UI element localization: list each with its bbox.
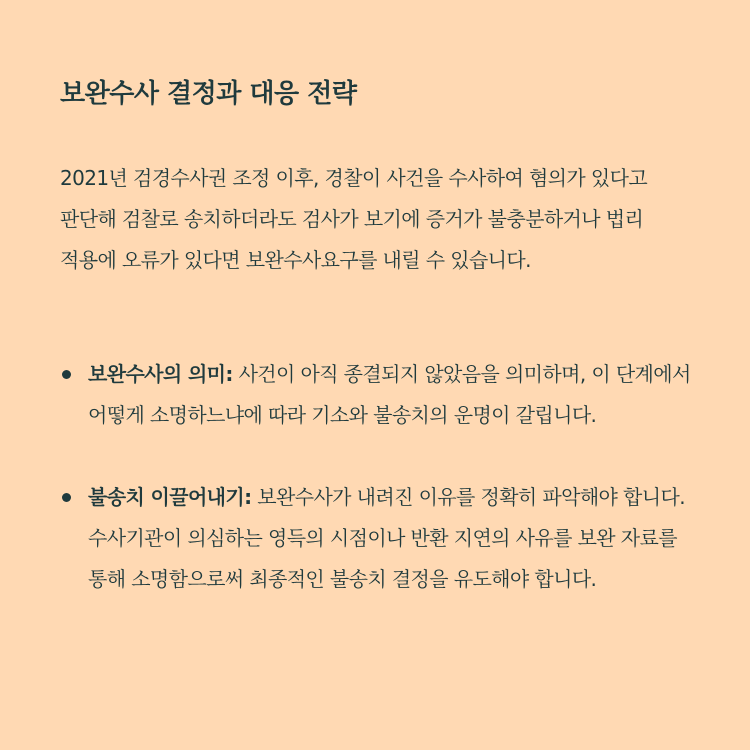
bullet-item-non-referral — [60, 477, 700, 600]
page-title: 보완수사 결정과 대응 전략 — [60, 79, 357, 109]
bullet-item-meaning — [60, 354, 700, 436]
bullet-dot-icon — [62, 370, 71, 379]
bullet-text: 사건이 아직 종결되지 않았음을 의미하며, 이 단계에서 어떻게 소명하느냐에 따라 기소와 불송치의 운명이 갈립니다. — [88, 362, 691, 427]
bullet-heading: 보완수사의 의미: — [88, 362, 233, 386]
bullet-text: 보완수사가 내려진 이유를 정확히 파악해야 합니다. 수사기관이 의심하는 영득의 시점이나 반환 지연의 사유를 보완 자료를 통해 소명함으로써 최종적인 불송치 결정을 유도해야 합니다. — [88, 485, 685, 591]
bullet-dot-icon — [62, 493, 71, 502]
bullet-heading: 불송치 이끌어내기: — [88, 485, 252, 509]
bullet-list — [60, 354, 700, 641]
intro-paragraph: 2021년 검경수사권 조정 이후, 경찰이 사건을 수사하여 혐의가 있다고 판단해 검찰로 송치하더라도 검사가 보기에 증거가 불충분하거나 법리 적용에 오류가 있다면 보완수사요구를 내릴 수 있습니다. — [60, 166, 648, 272]
